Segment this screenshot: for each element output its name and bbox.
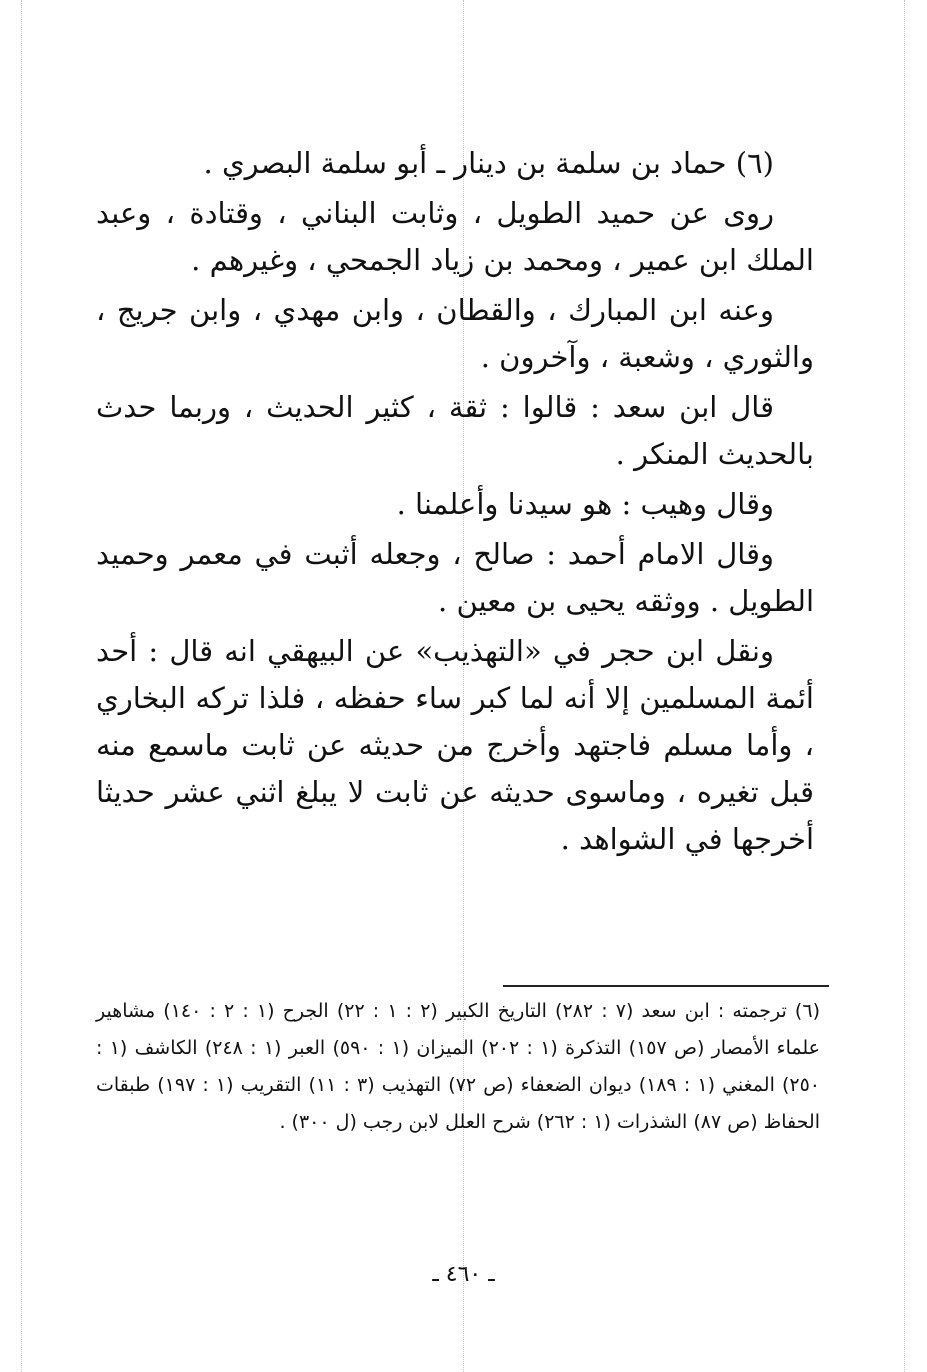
footnote-separator xyxy=(503,985,829,987)
paragraph-narrators-to: وعنه ابن المبارك ، والقطان ، وابن مهدي ، وابن جريج ، والثوري ، وشعبة ، وآخرون . xyxy=(96,293,814,374)
paragraph-narrators-from: روى عن حميد الطويل ، وثابت البناني ، وقتادة ، وعبد الملك ابن عمير ، ومحمد بن زياد الجمحي ، وغيرهم . xyxy=(96,196,814,277)
paragraph-ibn-saad: قال ابن سعد : قالوا : ثقة ، كثير الحديث ، وربما حدث بالحديث المنكر . xyxy=(96,390,814,471)
paragraph-ibn-hajar: ونقل ابن حجر في «التهذيب» عن البيهقي انه قال : أحد أئمة المسلمين إلا أنه لما كبر ساء حفظه ، فلذا تركه البخاري ، وأما مسلم فاجتهد وأخرج من حديثه عن ثابت ماسمع منه قبل تغيره ، وماسوى حديثه عن ثابت لا يبلغ اثني عشر حديثا أخرجها في الشواهد . xyxy=(96,634,814,856)
page-number: ـ ٤٦٠ ـ xyxy=(432,1262,495,1287)
scan-guide-line xyxy=(21,0,22,1372)
entry-heading: (٦) حماد بن سلمة بن دينار ـ أبو سلمة البصري . xyxy=(203,146,774,180)
footnotes xyxy=(96,993,820,1141)
paragraph-ahmad: وقال الامام أحمد : صالح ، وجعله أثبت في معمر وحميد الطويل . ووثقه يحيى بن معين . xyxy=(96,537,814,618)
footnote-6: (٦) ترجمته : ابن سعد (٧ : ٢٨٢) التاريخ الكبير (٢ : ١ : ٢٢) الجرح (١ : ٢ : ١٤٠) مشاهير علماء الأمصار (ص ١٥٧) التذكرة (١ : ٢٠٢) الميزان (١ : ٥٩٠) العبر (١ : ٢٤٨) الكاشف (١ : ٢٥٠) المغني (١ : ١٨٩) ديوان الضعفاء (ص ٧٢) التهذيب (٣ : ١١) التقريب (١ : ١٩٧) طبقات الحفاظ (ص ٨٧) الشذرات (١ : ٢٦٢) شرح العلل لابن رجب (ل ٣٠٠) . xyxy=(96,1000,820,1133)
main-text xyxy=(96,140,814,863)
scan-guide-line xyxy=(904,0,905,1372)
paragraph-wuhaib: وقال وهيب : هو سيدنا وأعلمنا . xyxy=(396,487,774,521)
